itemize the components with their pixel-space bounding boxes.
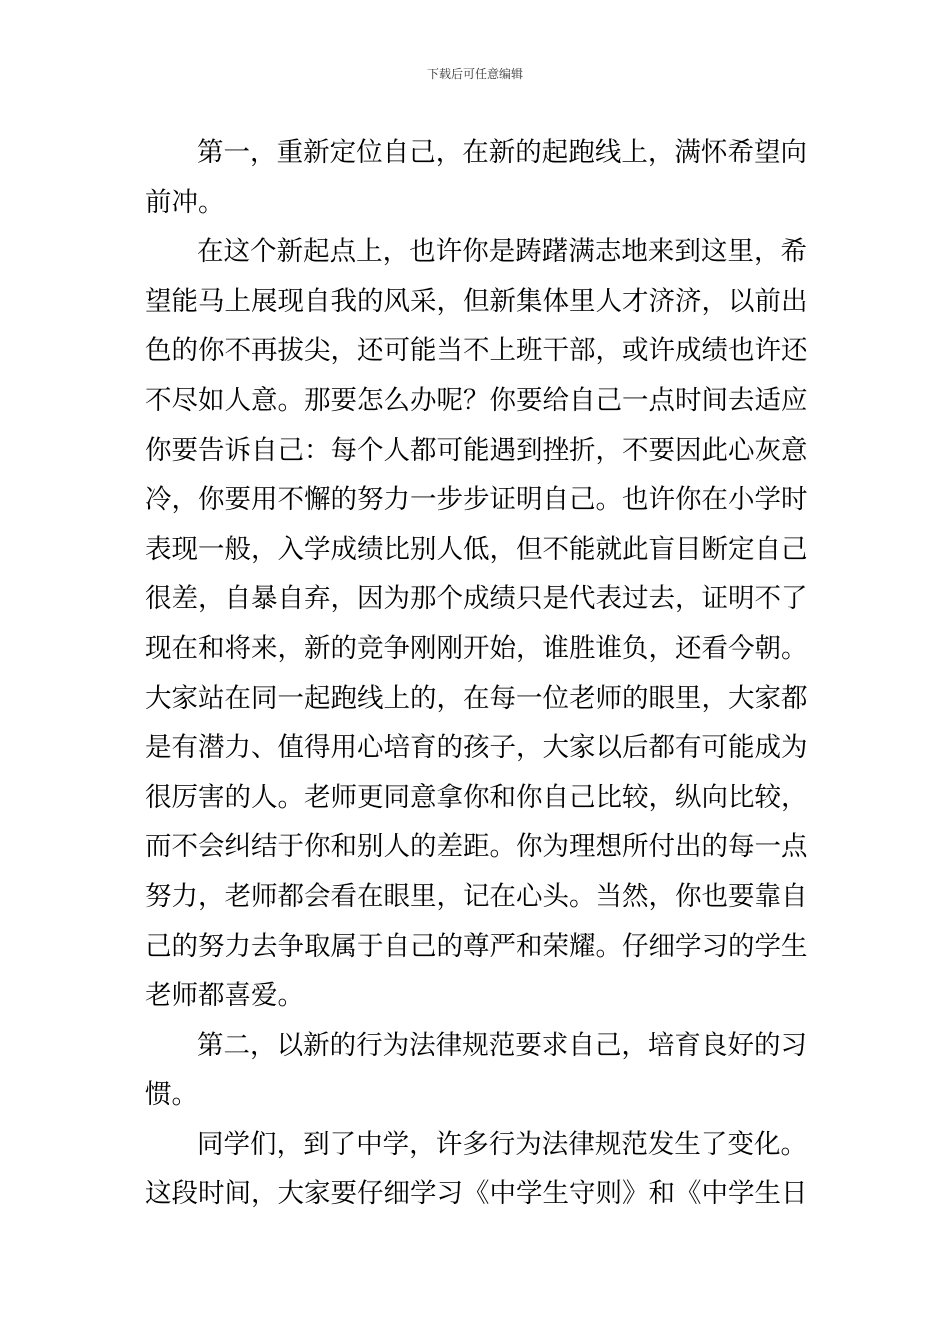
paragraph-line: 前冲。 — [145, 186, 225, 218]
paragraph-line: 己的努力去争取属于自己的尊严和荣耀。仔细学习的学生 — [145, 930, 808, 962]
paragraph-line: 同学们，到了中学，许多行为法律规范发生了变化。 — [197, 1128, 807, 1160]
paragraph-line: 不尽如人意。那要怎么办呢？你要给自己一点时间去适应 — [145, 384, 808, 416]
paragraph-line: 望能马上展现自我的风采，但新集体里人才济济，以前出 — [145, 285, 808, 317]
paragraph-line: 现在和将来，新的竞争刚刚开始，谁胜谁负，还看今朝。 — [145, 632, 808, 664]
paragraph-line: 冷，你要用不懈的努力一步步证明自己。也许你在小学时 — [145, 484, 808, 516]
paragraph-line: 第一，重新定位自己，在新的起跑线上，满怀希望向 — [197, 137, 807, 168]
paragraph-line: 努力，老师都会看在眼里，记在心头。当然，你也要靠自 — [145, 880, 808, 912]
paragraph-line: 你要告诉自己：每个人都可能遇到挫折，不要因此心灰意 — [145, 434, 808, 466]
paragraph-line: 很厉害的人。老师更同意拿你和你自己比较，纵向比较， — [145, 781, 808, 813]
paragraph-line: 表现一般，入学成绩比别人低，但不能就此盲目断定自己 — [145, 533, 808, 565]
paragraph-line: 老师都喜爱。 — [145, 980, 304, 1012]
page-header: 下载后可任意编辑 — [426, 67, 523, 81]
paragraph-line: 这段时间，大家要仔细学习《中学生守则》和《中学生日 — [145, 1178, 808, 1210]
paragraph-line: 而不会纠结于你和别人的差距。你为理想所付出的每一点 — [145, 831, 808, 863]
paragraph-line: 大家站在同一起跑线上的，在每一位老师的眼里，大家都 — [145, 682, 808, 714]
paragraph-line: 很差，自暴自弃，因为那个成绩只是代表过去，证明不了 — [145, 583, 808, 615]
paragraph-line: 是有潜力、值得用心培育的孩子，大家以后都有可能成为 — [145, 732, 808, 764]
document-body — [145, 128, 807, 1219]
paragraph-line: 惯。 — [145, 1079, 198, 1111]
paragraph-line: 第二，以新的行为法律规范要求自己，培育良好的习 — [197, 1029, 807, 1061]
paragraph-line: 色的你不再拔尖，还可能当不上班干部，或许成绩也许还 — [145, 335, 808, 367]
paragraph-line: 在这个新起点上，也许你是踌躇满志地来到这里，希 — [197, 236, 807, 268]
